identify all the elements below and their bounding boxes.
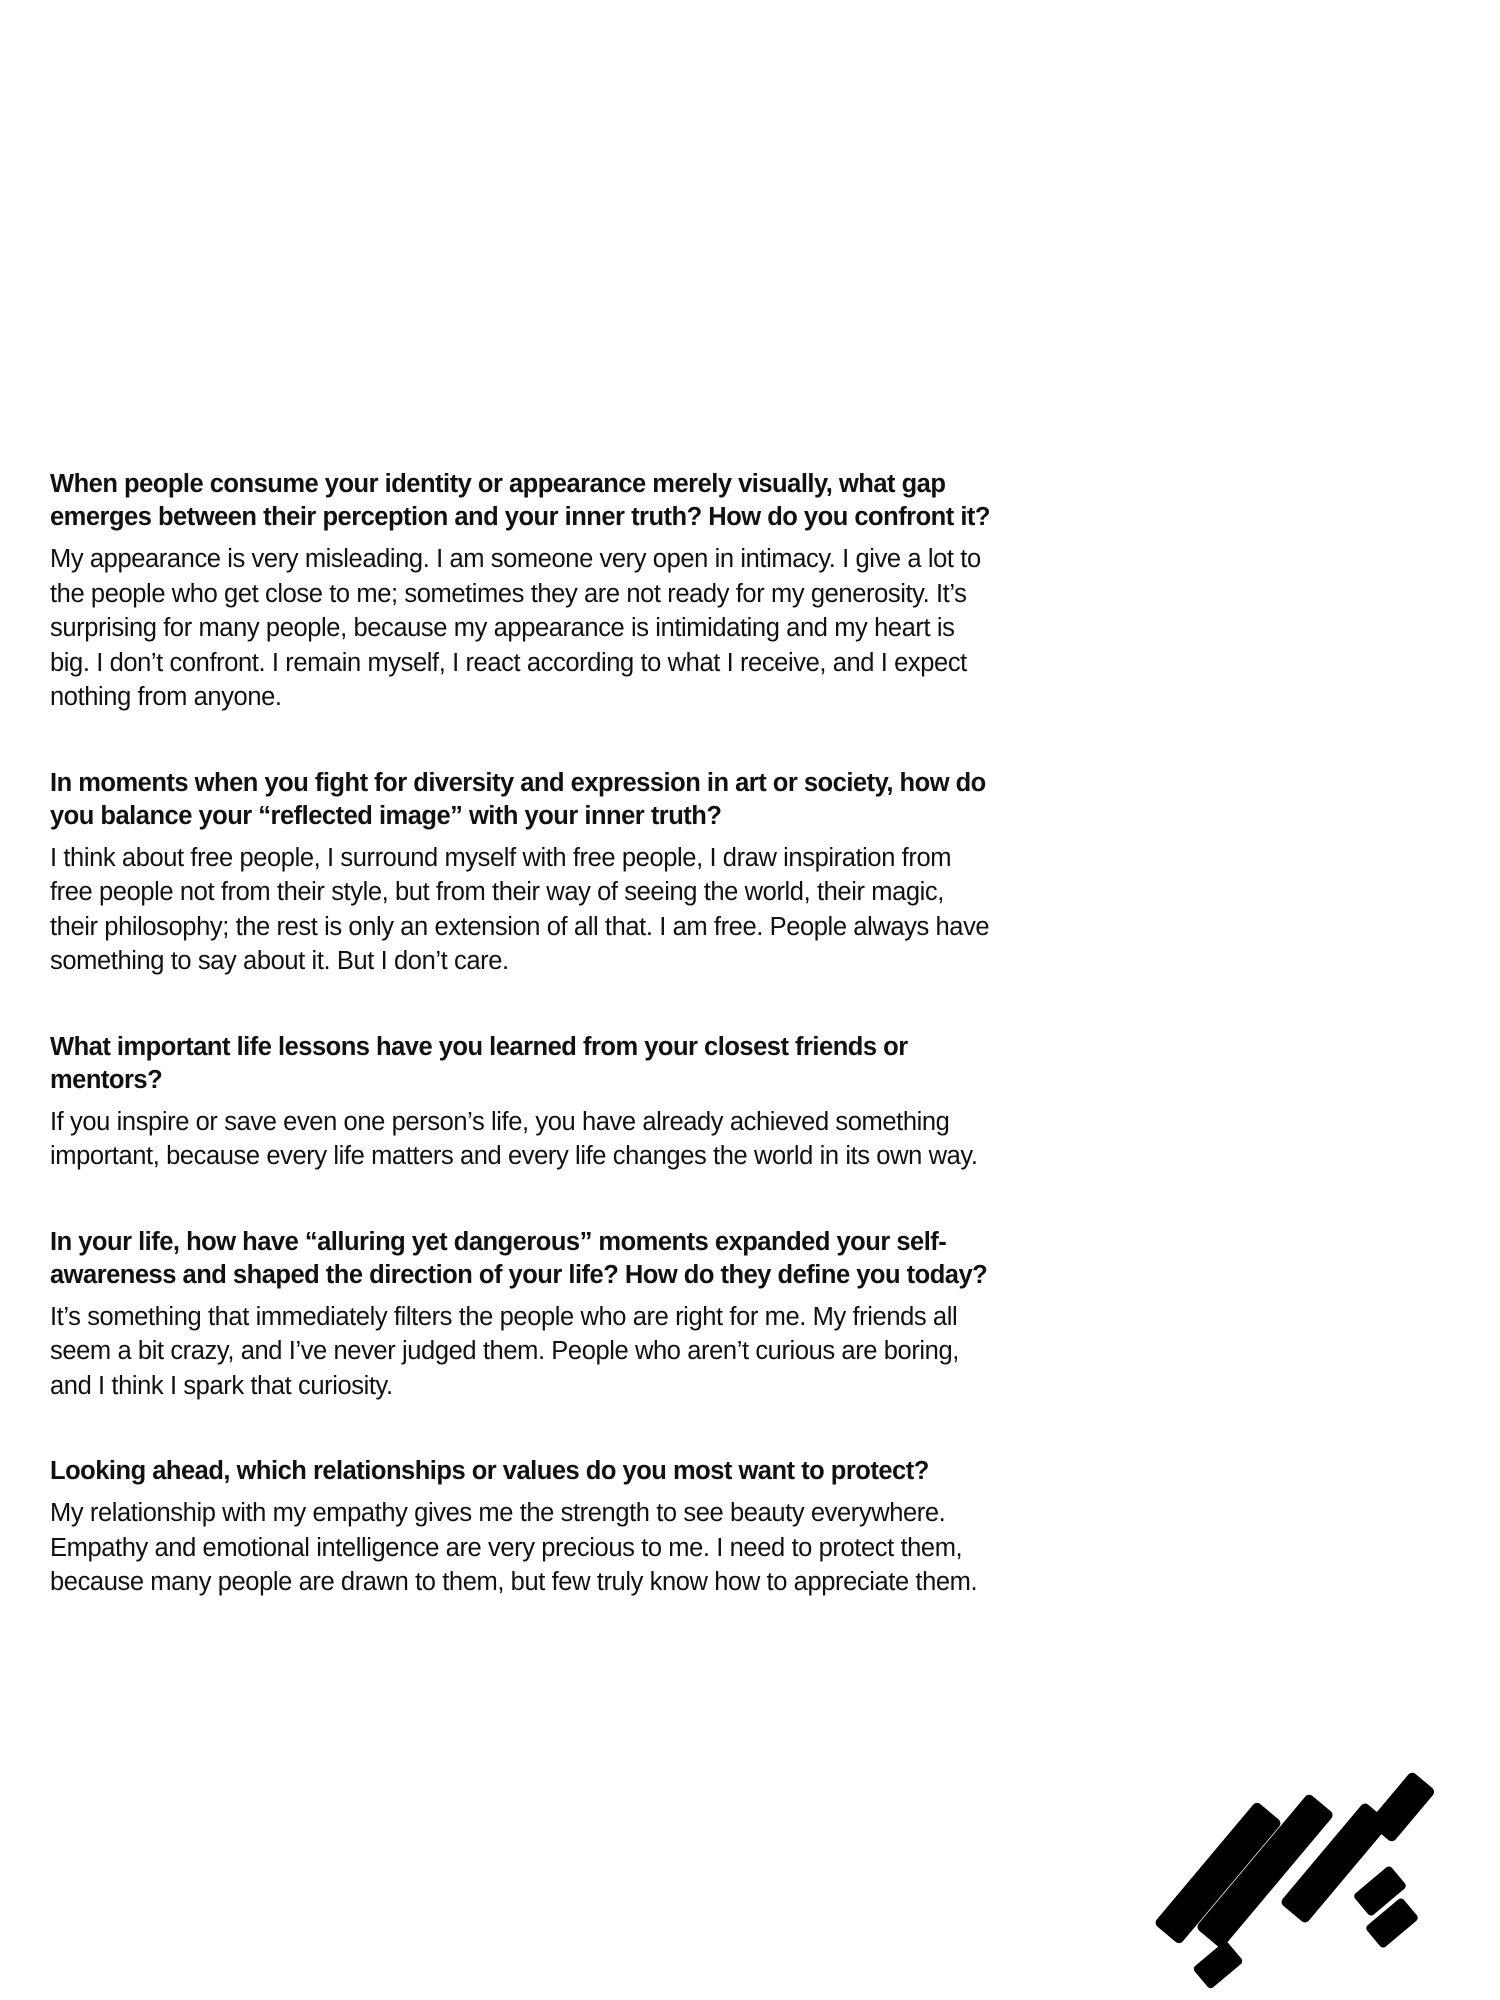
question-5: Looking ahead, which relationships or values do you most want to protect? xyxy=(50,1457,929,1485)
qa-item-3 xyxy=(50,1031,990,1174)
qa-item-5 xyxy=(50,1455,990,1600)
question-1: When people consume your identity or appearance merely visually, what gap emerges between their perception and your inner truth? How do you confront it? xyxy=(50,470,990,531)
qa-item-4 xyxy=(50,1226,990,1404)
answer-2: I think about free people, I surround myself with free people, I draw inspiration from free people not from their style, but from their way of seeing the world, their magic, their philosophy; the rest is only an extension of all that. I am free. People always have something to say about it. But I don’t care. xyxy=(50,843,990,975)
answer-1: My appearance is very misleading. I am someone very open in intimacy. I give a lot to the people who get close to me; sometimes they are not ready for my generosity. It’s surprising for many people, because my appearance is intimidating and my heart is big. I don’t confront. I remain myself, I react according to what I receive, and I expect nothing from anyone. xyxy=(50,545,981,711)
answer-5: My relationship with my empathy gives me the strength to see beauty everywhere. Empathy and emotional intelligence are very precious to me. I need to protect them, because many people are drawn to them, but few truly know how to appreciate them. xyxy=(50,1499,978,1596)
question-3: What important life lessons have you learned from your closest friends or mentors? xyxy=(50,1032,908,1094)
answer-4: It’s something that immediately filters the people who are right for me. My friends all seem a bit crazy, and I’ve never judged them. People who aren’t curious are boring, and I think I spark that curiosity. xyxy=(50,1302,959,1400)
answer-3: If you inspire or save even one person’s life, you have already achieved something important, because every life matters and every life changes the world in its own way. xyxy=(50,1107,978,1170)
interview-content xyxy=(50,468,990,1652)
question-2: In moments when you fight for diversity and expression in art or society, how do you balance your “reflected image” with your inner truth? xyxy=(50,768,986,830)
qa-item-1 xyxy=(50,468,990,715)
brand-logo-svg xyxy=(1130,1745,1480,1990)
qa-item-2 xyxy=(50,767,990,979)
question-4: In your life, how have “alluring yet dangerous” moments expanded your self-awareness and shaped the direction of your life? How do they define you today? xyxy=(50,1227,988,1289)
logo-block-1 xyxy=(1192,1940,1244,1990)
brand-logo-icon xyxy=(1130,1745,1480,1990)
logo-strokes xyxy=(1154,1771,1437,1990)
